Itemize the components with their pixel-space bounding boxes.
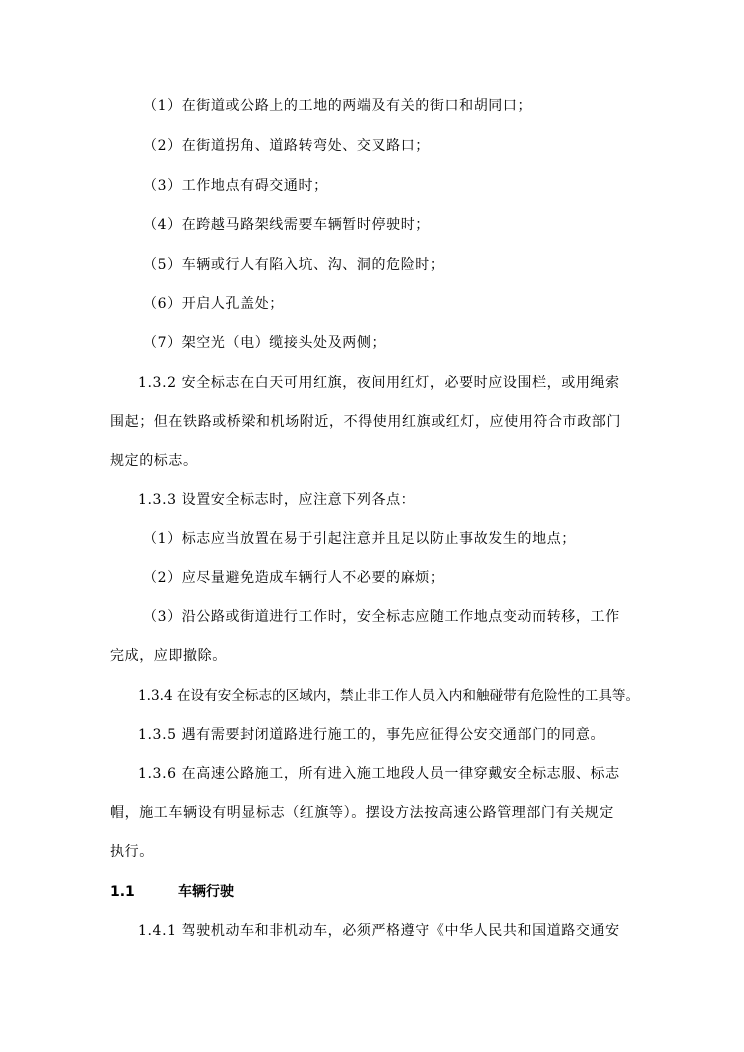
list-item: （6）开启人孔盖处；: [143, 296, 284, 312]
section-number: 1.1: [110, 884, 135, 900]
paragraph-1-3-4: 1.3.4 在设有安全标志的区域内，禁止非工作人员入内和触碰带有危险性的工具等。: [138, 688, 640, 704]
paragraph-1-3-2-line-3: 规定的标志。: [110, 453, 198, 469]
paragraph-1-3-2-line-1: 1.3.2 安全标志在白天可用红旗，夜间用红灯，必要时应设围栏，或用绳索: [138, 375, 620, 391]
paragraph-1-3-6-line-2: 帽，施工车辆设有明显标志（红旗等）。摆设方法按高速公路管理部门有关规定: [110, 805, 614, 821]
paragraph-1-3-6-line-1: 1.3.6 在高速公路施工，所有进入施工地段人员一律穿戴安全标志服、标志: [138, 766, 620, 782]
paragraph-1-3-2-line-2: 围起；但在铁路或桥梁和机场附近，不得使用红旗或红灯，应使用符合市政部门: [110, 414, 621, 430]
paragraph-1-3-3: 1.3.3 设置安全标志时，应注意下列各点：: [138, 492, 416, 508]
list-item: （2）应尽量避免造成车辆行人不必要的麻烦；: [143, 570, 445, 586]
list-item: （3）沿公路或街道进行工作时，安全标志应随工作地点变动而转移，工作: [143, 609, 620, 625]
list-item: （3）工作地点有碍交通时；: [143, 178, 328, 194]
list-item: （5）车辆或行人有陷入坑、沟、洞的危险时；: [143, 257, 445, 273]
list-item: （2）在街道拐角、道路转弯处、交叉路口；: [143, 138, 430, 154]
list-item-continuation: 完成，应即撤除。: [110, 648, 227, 664]
list-item: （1）在街道或公路上的工地的两端及有关的街口和胡同口；: [143, 98, 533, 114]
list-item: （1）标志应当放置在易于引起注意并且足以防止事故发生的地点；: [143, 531, 576, 547]
paragraph-1-4-1: 1.4.1 驾驶机动车和非机动车，必须严格遵守《中华人民共和国道路交通安: [138, 923, 620, 939]
list-item: （7）架空光（电）缆接头处及两侧；: [143, 335, 387, 351]
paragraph-1-3-5: 1.3.5 遇有需要封闭道路进行施工的，事先应征得公安交通部门的同意。: [138, 727, 606, 743]
paragraph-1-3-6-line-3: 执行。: [110, 844, 154, 860]
section-heading: [110, 882, 234, 902]
section-title: 车辆行驶: [178, 884, 234, 900]
list-item: （4）在跨越马路架线需要车辆暂时停驶时；: [143, 217, 430, 233]
